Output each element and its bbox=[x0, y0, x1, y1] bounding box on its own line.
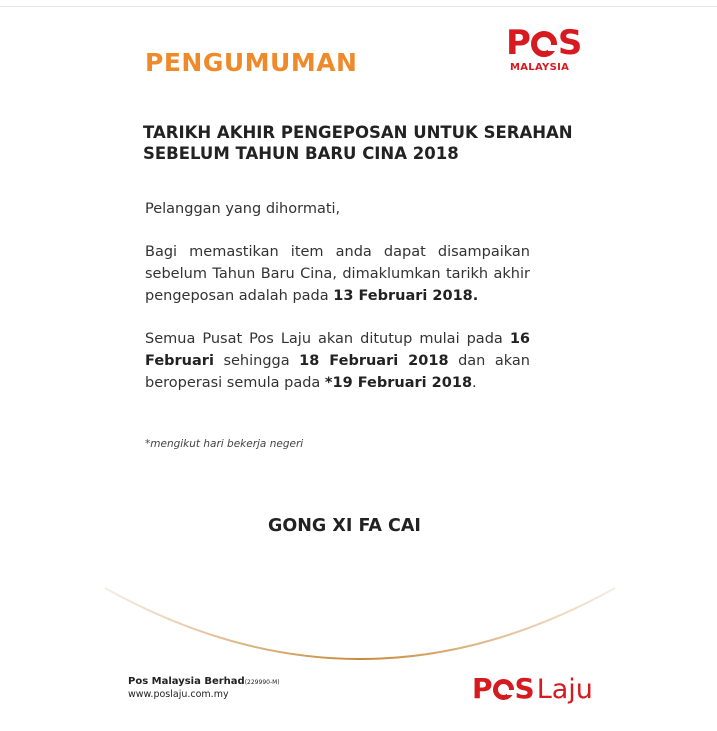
pos-logo-subtitle: MALAYSIA bbox=[510, 62, 570, 73]
notice-body bbox=[145, 198, 530, 415]
paragraph-closure-dates: Semua Pusat Pos Laju akan ditutup mulai pada 16 Februari sehingga 18 Februari 2018 dan akan beroperasi semula pada *19 Februari 2018. bbox=[145, 331, 530, 391]
notice-title bbox=[143, 122, 573, 164]
closure-end-date: 18 Februari 2018 bbox=[299, 353, 449, 369]
last-posting-date: 13 Februari 2018. bbox=[333, 288, 479, 304]
announcement-heading: PENGUMUMAN bbox=[145, 48, 358, 77]
company-registration: (229990-M) bbox=[244, 679, 280, 686]
laju-text: Laju bbox=[536, 674, 593, 705]
notice-title-line-1: TARIKH AKHIR PENGEPOSAN UNTUK SERAHAN bbox=[143, 123, 573, 142]
pos-logo-wordmark: P S bbox=[506, 23, 582, 63]
company-info bbox=[128, 676, 280, 700]
decorative-curve bbox=[0, 580, 717, 670]
company-name-line bbox=[128, 676, 280, 687]
notice-title-line-2: SEBELUM TAHUN BARU CINA 2018 bbox=[143, 144, 459, 163]
pos-laju-wordmark: P S bbox=[472, 672, 534, 705]
pos-logo-o-icon bbox=[531, 31, 557, 57]
greeting: GONG XI FA CAI bbox=[268, 516, 421, 536]
company-name: Pos Malaysia Berhad bbox=[128, 676, 245, 687]
footnote: *mengikut hari bekerja negeri bbox=[145, 438, 304, 450]
reopening-date: *19 Februari 2018 bbox=[324, 375, 473, 391]
pos-laju-o-icon bbox=[493, 679, 514, 700]
pos-malaysia-logo bbox=[506, 23, 594, 80]
company-website: www.poslaju.com.my bbox=[128, 689, 229, 700]
pos-laju-logo bbox=[472, 672, 593, 706]
paragraph-last-posting-date: Bagi memastikan item anda dapat disampaikan sebelum Tahun Baru Cina, dimaklumkan tarikh akhir pengeposan adalah pada 13 Februari 2018. bbox=[145, 244, 530, 304]
closure-start-date: 16 Februari bbox=[145, 331, 530, 369]
top-divider bbox=[0, 6, 717, 7]
salutation: Pelanggan yang dihormati, bbox=[145, 201, 341, 217]
